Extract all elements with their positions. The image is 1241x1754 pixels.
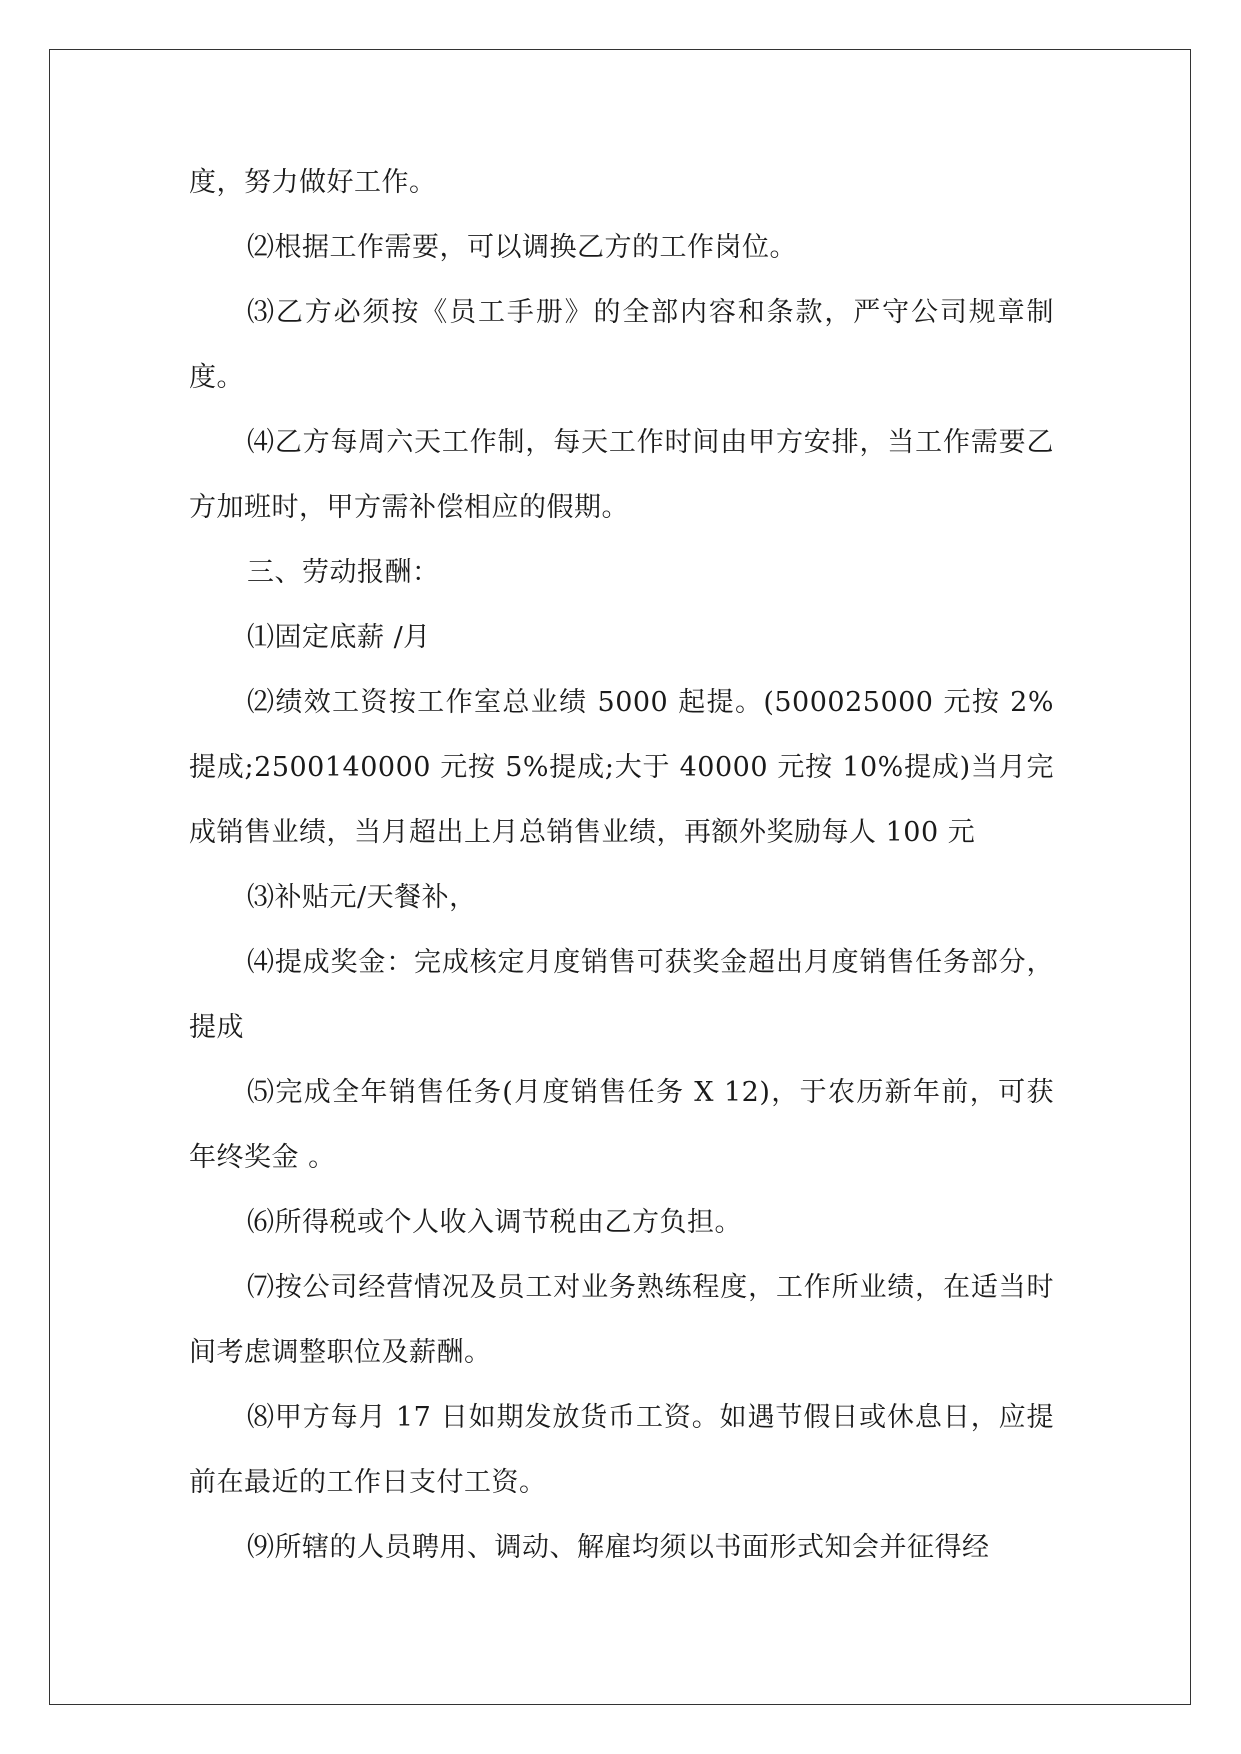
paragraph-pay-7: ⑺按公司经营情况及员工对业务熟练程度，工作所业绩，在适当时间考虑调整职位及薪酬。 (189, 1272, 1054, 1368)
paragraph-pay-2: ⑵绩效工资按工作室总业绩 5000 起提。(500025000 元按 2%提成;2500140000 元按 5%提成;大于 40000 元按 10%提成)当月完成销售业绩，当月超出上月总销售业绩，再额外奖励每人 100 元 (189, 687, 1054, 848)
section-heading-labor-pay: 三、劳动报酬： (247, 557, 440, 588)
paragraph-pay-1: ⑴固定底薪 /月 (247, 622, 431, 653)
document-body (189, 150, 1054, 1580)
paragraph-pay-9: ⑼所辖的人员聘用、调动、解雇均须以书面形式知会并征得经 (247, 1532, 990, 1563)
paragraph-pay-8: ⑻甲方每月 17 日如期发放货币工资。如遇节假日或休息日，应提前在最近的工作日支付工资。 (189, 1402, 1054, 1498)
paragraph-item-4: ⑷乙方每周六天工作制，每天工作时间由甲方安排，当工作需要乙方加班时，甲方需补偿相应的假期。 (189, 427, 1054, 523)
paragraph-pay-4: ⑷提成奖金：完成核定月度销售可获奖金超出月度销售任务部分，提成 (189, 947, 1054, 1043)
paragraph-item-2: ⑵根据工作需要，可以调换乙方的工作岗位。 (247, 232, 797, 263)
paragraph-pay-6: ⑹所得税或个人收入调节税由乙方负担。 (247, 1207, 742, 1238)
paragraph-pay-3: ⑶补贴元/天餐补， (247, 882, 477, 913)
paragraph-continuation: 度，努力做好工作。 (189, 167, 437, 198)
paragraph-item-3: ⑶乙方必须按《员工手册》的全部内容和条款，严守公司规章制度。 (189, 297, 1054, 393)
paragraph-pay-5: ⑸完成全年销售任务(月度销售任务 X 12)，于农历新年前，可获年终奖金 。 (189, 1077, 1054, 1173)
